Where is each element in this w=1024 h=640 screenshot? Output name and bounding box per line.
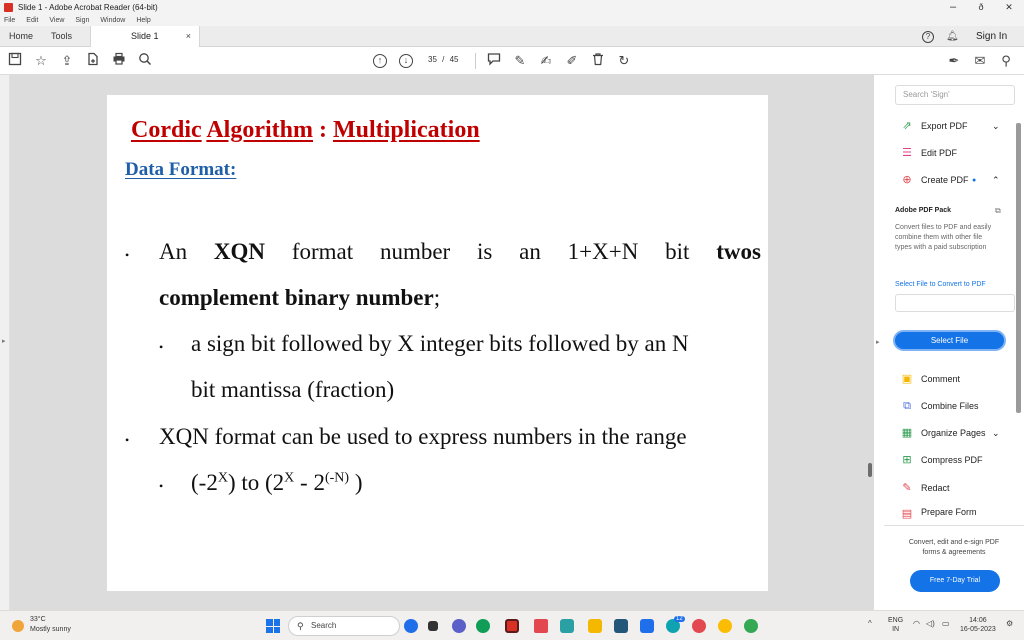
weather-description[interactable]: Mostly sunny xyxy=(30,626,71,633)
menu-file[interactable]: File xyxy=(4,16,16,24)
lang-top: ENG xyxy=(888,617,904,624)
word: an xyxy=(519,239,541,264)
current-page[interactable]: 35 xyxy=(428,55,437,64)
edit-pdf-icon: ☰ xyxy=(902,147,912,159)
title-colon: : xyxy=(319,117,327,143)
edge-browser-icon[interactable] xyxy=(476,619,490,633)
status-dot-icon: ● xyxy=(972,176,977,184)
word: number xyxy=(379,239,451,264)
previous-page-icon[interactable]: ↑ xyxy=(373,54,387,68)
lens-app-icon[interactable] xyxy=(560,619,574,633)
tool-organize-pages[interactable] xyxy=(900,425,1000,441)
chevron-up-icon[interactable]: ⌃ xyxy=(992,174,1000,185)
slide-subtitle: Data Format: xyxy=(125,159,237,180)
draw-freehand-icon[interactable]: ✍︎ xyxy=(540,53,552,68)
title-word-multiplication: Multiplication xyxy=(333,117,480,143)
select-file-button[interactable]: Select File xyxy=(893,330,1006,351)
notification-badge: 12 xyxy=(676,616,683,622)
outlook-icon[interactable] xyxy=(640,619,654,633)
range-part: ) to (2 xyxy=(227,470,285,495)
print-icon[interactable] xyxy=(110,52,128,70)
tool-label: Prepare Form xyxy=(921,507,977,517)
word-twos: twos xyxy=(716,239,761,264)
bullet-1-line-2 xyxy=(159,285,440,311)
bell-icon[interactable]: 🔔︎ xyxy=(946,31,959,42)
word: format xyxy=(291,239,354,264)
promo-text: Convert, edit and e-sign PDF forms & agreements xyxy=(908,539,1000,556)
word: An xyxy=(159,239,188,264)
left-nav-strip xyxy=(0,75,10,610)
next-page-icon[interactable]: ↓ xyxy=(399,54,413,68)
combine-files-icon: ⧉ xyxy=(903,400,911,412)
range-part: (-2 xyxy=(191,470,218,495)
tools-panel-scrollbar[interactable] xyxy=(1016,123,1021,413)
email-icon[interactable]: ✉ xyxy=(974,53,986,68)
word: 1+X+N xyxy=(567,239,639,264)
bullet-1: • xyxy=(125,248,130,262)
acrobat-app-icon xyxy=(4,3,13,12)
tool-label: Edit PDF xyxy=(921,148,958,158)
word: is xyxy=(477,239,493,264)
tab-bar xyxy=(0,26,1024,47)
panel-divider xyxy=(884,525,1024,526)
tool-label: Comment xyxy=(921,374,961,384)
page-indicator[interactable] xyxy=(428,55,459,64)
prepare-form-icon: ▤ xyxy=(901,508,913,519)
tool-prepare-form[interactable] xyxy=(900,507,977,519)
chrome-icon[interactable] xyxy=(718,619,732,633)
clock[interactable] xyxy=(960,616,996,634)
chevron-down-icon[interactable]: ⌄ xyxy=(992,120,1000,131)
weather-temperature[interactable]: 33°C xyxy=(30,616,46,623)
tool-label: Compress PDF xyxy=(921,455,983,465)
compress-pdf-icon: ⊞ xyxy=(902,454,912,466)
date: 16-05-2023 xyxy=(960,626,996,633)
word: bit xyxy=(665,239,690,264)
acrobat-taskbar-icon[interactable] xyxy=(505,619,519,633)
zoom-search-icon[interactable] xyxy=(136,52,154,70)
tool-redact[interactable] xyxy=(900,480,950,496)
tool-label: Combine Files xyxy=(921,401,979,411)
word-xqn: XQN xyxy=(213,239,266,264)
brave-taskbar-icon[interactable] xyxy=(692,619,706,633)
copy-icon[interactable]: ⧉ xyxy=(995,206,1001,215)
fill-sign-icon[interactable]: ✐ xyxy=(566,53,578,68)
windows-start-icon[interactable] xyxy=(266,619,280,633)
toolbar-divider xyxy=(475,53,476,69)
chevron-down-icon[interactable]: ⌄ xyxy=(992,427,1000,438)
search-tools-input[interactable]: Search 'Sign' xyxy=(895,85,1015,105)
tool-label: Export PDF xyxy=(921,121,968,131)
slide-title xyxy=(131,117,480,144)
semicolon: ; xyxy=(433,285,441,310)
language-indicator[interactable] xyxy=(888,616,903,634)
tool-label: Organize Pages xyxy=(921,428,986,438)
restore-button[interactable]: ð xyxy=(978,2,984,12)
chrome-profile-icon[interactable] xyxy=(744,619,758,633)
save-icon[interactable] xyxy=(6,52,24,70)
range-sup: X xyxy=(284,470,295,486)
page-separator: / xyxy=(442,55,445,64)
taskbar xyxy=(0,610,1024,640)
tab-document[interactable] xyxy=(90,26,200,48)
time: 14:06 xyxy=(969,617,987,624)
taskbar-search[interactable] xyxy=(288,616,400,636)
bookmark-star-icon[interactable]: ☆ xyxy=(35,53,47,68)
free-trial-button[interactable]: Free 7-Day Trial xyxy=(910,570,1000,592)
select-file-link[interactable]: Select File to Convert to PDF xyxy=(895,281,986,288)
search-people-icon[interactable]: ⚲ xyxy=(1001,53,1011,68)
highlight-pen-icon[interactable]: ✎ xyxy=(514,53,526,68)
taskbar-search-label: Search xyxy=(311,621,337,630)
comment-icon[interactable] xyxy=(485,52,503,70)
notification-icon[interactable]: ⚙︎ xyxy=(1006,619,1014,628)
sub-bullet-1: • xyxy=(159,340,164,354)
toolbar xyxy=(0,47,1024,75)
store-icon[interactable] xyxy=(614,619,628,633)
terminal-icon[interactable] xyxy=(428,621,438,631)
rotate-icon[interactable]: ↻ xyxy=(618,53,630,68)
file-drop-box[interactable] xyxy=(895,294,1015,312)
title-word-cordic: Cordic xyxy=(131,117,202,143)
range-sup: (-N) xyxy=(324,470,350,486)
export-pdf-icon: ⇗ xyxy=(902,120,912,132)
viewer-scroll-handle[interactable] xyxy=(868,463,872,477)
upload-share-icon[interactable]: ⇪ xyxy=(61,53,73,68)
collapse-right-panel-icon[interactable]: ▸ xyxy=(876,339,880,346)
sign-pen-icon[interactable]: ✒︎ xyxy=(948,53,960,68)
tab-document-label: Slide 1 xyxy=(131,31,159,41)
tool-compress-pdf[interactable] xyxy=(900,452,983,468)
tab-home[interactable]: Home xyxy=(9,31,34,41)
window-title: Slide 1 - Adobe Acrobat Reader (64-bit) xyxy=(18,2,158,12)
volume-icon[interactable]: ◁) xyxy=(926,619,935,628)
pack-description: Convert files to PDF and easily combine them with other file types with a paid subscription xyxy=(895,224,992,251)
tool-label: Create PDF xyxy=(921,175,969,185)
sub-bullet-2: • xyxy=(159,479,164,493)
create-pdf-icon: ⊕ xyxy=(902,174,912,186)
show-hidden-icons[interactable]: ^ xyxy=(868,619,872,628)
lang-bottom: IN xyxy=(892,626,900,633)
minimize-button[interactable]: – xyxy=(949,1,957,13)
menu-help[interactable]: Help xyxy=(136,16,151,24)
file-explorer-icon[interactable] xyxy=(588,619,602,633)
menu-bar xyxy=(0,14,1024,26)
title-bar xyxy=(0,0,1024,14)
pack-title: Adobe PDF Pack xyxy=(895,207,952,214)
organize-pages-icon: ▦ xyxy=(901,427,913,439)
battery-icon[interactable]: ▭ xyxy=(942,619,950,628)
comment-tool-icon: ▣ xyxy=(901,373,913,385)
tool-create-pdf[interactable] xyxy=(900,172,1000,188)
tool-combine-files[interactable] xyxy=(900,398,979,414)
pdf-page xyxy=(107,95,768,591)
range-part: ) xyxy=(349,470,363,495)
tab-tools[interactable]: Tools xyxy=(51,31,73,41)
tool-export-pdf[interactable] xyxy=(900,118,1000,134)
tool-edit-pdf[interactable] xyxy=(900,145,957,161)
total-pages: 45 xyxy=(449,55,459,64)
menu-view[interactable]: View xyxy=(49,16,65,24)
expand-left-panel-icon[interactable]: ▸ xyxy=(2,338,6,345)
bullet-2-line: XQN format can be used to express numbers in the range xyxy=(159,424,687,449)
range-expression xyxy=(191,470,363,496)
tool-comment[interactable] xyxy=(900,371,960,387)
close-tab-icon[interactable]: × xyxy=(185,31,191,41)
range-part: - 2 xyxy=(294,470,325,495)
title-word-algorithm: Algorithm xyxy=(206,117,313,143)
sign-in-button[interactable]: Sign In xyxy=(976,31,1008,42)
sub-bullet-1-line-1: a sign bit followed by X integer bits followed by an N xyxy=(191,331,689,356)
bullet-1-line-1 xyxy=(159,239,761,265)
teams-icon[interactable] xyxy=(452,619,466,633)
menu-sign[interactable]: Sign xyxy=(75,16,90,24)
tool-label: Redact xyxy=(921,483,950,493)
wifi-icon[interactable]: ◠ xyxy=(913,619,920,628)
sub-bullet-1-line-2: bit mantissa (fraction) xyxy=(191,377,395,402)
bold-phrase: complement binary number xyxy=(159,285,434,310)
shield-app-icon[interactable] xyxy=(534,619,548,633)
search-icon: ⚲ xyxy=(297,621,304,631)
range-sup: X xyxy=(217,470,228,486)
bullet-2: • xyxy=(125,433,130,447)
weather-sun-icon[interactable] xyxy=(12,620,24,632)
help-icon[interactable]: ? xyxy=(922,31,934,43)
create-file-icon[interactable] xyxy=(84,52,102,70)
redact-icon: ✎ xyxy=(902,482,912,494)
menu-edit[interactable]: Edit xyxy=(26,16,39,24)
menu-window[interactable]: Window xyxy=(100,16,126,24)
brave-browser-icon[interactable] xyxy=(404,619,418,633)
close-window-button[interactable]: ✕ xyxy=(1005,2,1013,12)
delete-icon[interactable] xyxy=(589,52,607,70)
